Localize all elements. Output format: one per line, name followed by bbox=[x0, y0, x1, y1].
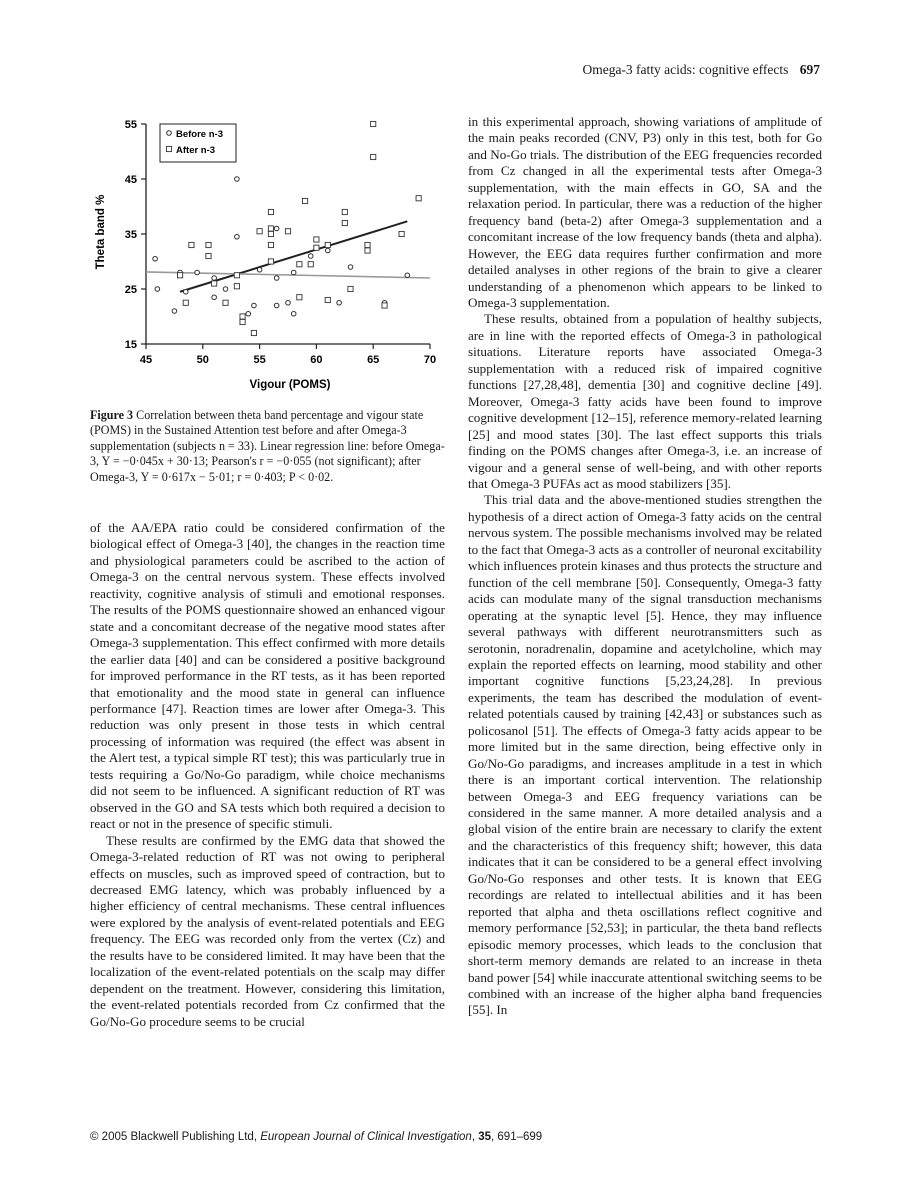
point-after bbox=[342, 220, 347, 225]
point-after bbox=[365, 242, 370, 247]
point-after bbox=[206, 253, 211, 258]
x-tick-label: 45 bbox=[139, 354, 153, 366]
figure-caption-text: Correlation between theta band percentage and vigour state (POMS) in the Sustained Attention test before and after Omega-3 supplementation (subjects n = 33). Linear regression line: before Omega-3, Y = −0·045x + 30·13; Pearson's r = −0·055 (not significant); after Omega-3, Y = 0·617x − 5·01; r = 0·403; P < 0·02. bbox=[90, 408, 445, 484]
figure-caption bbox=[90, 408, 445, 485]
y-axis-label: Theta band % bbox=[95, 194, 107, 270]
point-before bbox=[252, 303, 257, 308]
point-after bbox=[399, 231, 404, 236]
point-before bbox=[274, 226, 279, 231]
point-after bbox=[371, 154, 376, 159]
point-after bbox=[268, 209, 273, 214]
point-before bbox=[337, 300, 342, 305]
point-before bbox=[235, 177, 240, 182]
point-after bbox=[302, 198, 307, 203]
point-before bbox=[274, 303, 279, 308]
footer-pages: 691–699 bbox=[497, 1131, 543, 1143]
point-after bbox=[268, 226, 273, 231]
point-after bbox=[240, 319, 245, 324]
x-tick-label: 65 bbox=[367, 354, 380, 366]
point-after bbox=[183, 300, 188, 305]
point-before bbox=[212, 295, 217, 300]
point-before bbox=[223, 287, 228, 292]
point-after bbox=[308, 262, 313, 267]
point-before bbox=[183, 289, 188, 294]
legend-label: After n-3 bbox=[176, 145, 216, 156]
point-before bbox=[155, 287, 160, 292]
page-footer: © 2005 Blackwell Publishing Ltd, European Journal of Clinical Investigation, 35, 691–699 bbox=[90, 1131, 543, 1143]
footer-journal: European Journal of Clinical Investigation bbox=[260, 1131, 472, 1143]
footer-volume: 35 bbox=[478, 1131, 492, 1143]
point-before bbox=[235, 234, 240, 239]
legend-label: Before n-3 bbox=[176, 129, 223, 140]
paragraph: These results, obtained from a population of healthy subjects, are in line with the reported effects of Omega-3 in pathological situations. Literature reports have associated Omega-3 supplementation with a reduced risk of impaired cognitive functions [27,28,48], dementia [30] and cognitive decline [49]. Moreover, Omega-3 fatty acids have been found to improve cognitive development [12–15], reference memory-related learning [25] and mood states [30]. The last effect supports this trials finding on the POMS changes after Omega-3, i.e. an increase of vigour and a general sense of well-being, and with other reports that Omega-3 PUFAs act as mood stabilizers [35]. bbox=[468, 311, 822, 491]
legend-marker bbox=[167, 131, 172, 136]
footer-copyright: © 2005 Blackwell Publishing Ltd, bbox=[90, 1131, 258, 1143]
point-after bbox=[382, 303, 387, 308]
point-after bbox=[251, 330, 256, 335]
point-before bbox=[153, 256, 158, 261]
point-after bbox=[177, 273, 182, 278]
point-after bbox=[416, 196, 421, 201]
point-before bbox=[274, 276, 279, 281]
point-before bbox=[212, 276, 217, 281]
point-after bbox=[257, 229, 262, 234]
paragraph: of the AA/EPA ratio could be considered confirmation of the biological effect of Omega-3 [40], the changes in the reaction time and physiological parameters could be ascribed to the action of Omega-3 on the central nervous system. These effects involved reactivity, cognitive analysis of stimuli and emotional responses. The results of the POMS questionnaire showed an enhanced vigour state and a concomitant decrease of the negative mood states after Omega-3 supplementation. This effect confirmed with more details the earlier data [40] and can be considered a positive background for improved performance in the RT tests, as it has been reported that emotionality and the mood state in general can influence performance [47]. Reaction times are lower after Omega-3. This reduction was only present in those tests in which central processing of information was required (the effect was absent in the Alert test, a typical simple RT test); this was particularly true in tests requiring a Go/No-Go paradigm, while choice mechanisms did not seem to be influenced. A significant reduction of RT was observed in the GO and SA tests which both required a decision to react or not in the presence of specific stimuli. bbox=[90, 520, 445, 832]
point-before bbox=[348, 265, 353, 270]
paragraph: This trial data and the above-mentioned studies strengthen the hypothesis of a direct action of Omega-3 fatty acids on the central nervous system. The possible mechanisms involved may be related to the fact that Omega-3 acts as a controller of neuronal excitability which influences protein kinases and thus protects the structure and function of the cell membrane [50]. Consequently, Omega-3 fatty acids can modulate many of the signal transduction mechanisms operating at the synaptic level [5]. Hence, they may influence several pathways with different neurotransmitters such as serotonin, noradrenalin, dopamine and acetylcholine, which may explain the reported effects on learning, mood stability and other important cognitive functions [5,23,24,28]. In previous experiments, the team has described the modulation of event-related potentials caused by training [42,43] or substances such as policosanol [51]. The effects of Omega-3 fatty acids appear to be more limited but in the same direction, being effective only in Go/No-Go paradigms, and increases amplitude in a test in which there is an important cortical intervention. The relationship between Omega-3 and EEG frequency variations can be considered in the same manner. A more detailed analysis and a global vision of the entire brain are necessary to clarify the extent and the characteristics of this frequency shift; however, this data indicates that it can be considered to be a general effect involving Go/No-Go responses and other tests. It is known that EEG recordings are related to intellectual abilities and it has been reported that alpha and theta oscillations reflect cognitive and memory performance [52,53]; in particular, the theta band reflects episodic memory processes, which leads to the conclusion that short-term memory demands are related to an increase in theta band power [54] while inaccurate attentional switching seems to be combined with an increase of the higher alpha band frequencies [55]. In bbox=[468, 492, 822, 1018]
point-after bbox=[234, 273, 239, 278]
paragraph: These results are confirmed by the EMG data that showed the Omega-3-related reduction of RT was not owing to peripheral effects on muscles, such as improved speed of contraction, but to decreased EMG latency, which was probably influenced by a higher efficiency of central mechanisms. These central influences were explored by the analysis of event-related potentials and EEG frequency. The EEG was recorded only from the vertex (Cz) and the results have to be considered limited. It may have been that the localization of the event-related potentials on the scalp may differ dependent on the treatment. However, considering this limitation, the event-related potentials recorded from Cz confirmed that the Go/No-Go procedure seems to be crucial bbox=[90, 832, 445, 1029]
x-tick-label: 70 bbox=[423, 354, 437, 366]
paragraph: in this experimental approach, showing variations of amplitude of the main peaks recorded (CNV, P3) only in this test, both for Go and No-Go trials. The distribution of the EEG frequencies recorded from Cz changed in all the experimental tests after Omega-3 supplementation, with the main effects in GO, SA and the relaxation period. In particular, there was a reduction of the higher frequency band (beta-2) after Omega-3 supplementation and a concomitant increase of the low frequency bands (theta and alpha). However, the EEG data requires further confirmation and more detailed analyses in other regions of the brain to give a clearer understanding of a phenomenon which appears to be linked to Omega-3 supplementation. bbox=[468, 114, 822, 310]
point-before bbox=[172, 309, 177, 314]
figure-label: Figure 3 bbox=[90, 408, 134, 422]
point-after bbox=[314, 245, 319, 250]
point-after bbox=[285, 229, 290, 234]
point-after bbox=[325, 242, 330, 247]
x-tick-label: 50 bbox=[196, 354, 209, 366]
point-before bbox=[308, 254, 313, 259]
point-after bbox=[268, 259, 273, 264]
point-before bbox=[291, 270, 296, 275]
y-tick-label: 55 bbox=[124, 119, 137, 131]
point-after bbox=[212, 281, 217, 286]
point-before bbox=[257, 267, 262, 272]
point-after bbox=[189, 242, 194, 247]
point-after bbox=[342, 209, 347, 214]
point-after bbox=[206, 242, 211, 247]
point-after bbox=[297, 262, 302, 267]
y-tick-label: 15 bbox=[124, 339, 137, 351]
x-tick-label: 60 bbox=[310, 354, 323, 366]
point-after bbox=[314, 237, 319, 242]
x-axis-label: Vigour (POMS) bbox=[249, 379, 331, 391]
point-after bbox=[371, 121, 376, 126]
point-before bbox=[195, 270, 200, 275]
y-tick-label: 35 bbox=[124, 229, 137, 241]
legend-marker bbox=[166, 146, 171, 151]
right-column bbox=[468, 114, 822, 1019]
point-after bbox=[268, 242, 273, 247]
running-header bbox=[470, 62, 820, 78]
y-tick-label: 45 bbox=[124, 174, 137, 186]
scatter-chart bbox=[90, 112, 445, 404]
y-tick-label: 25 bbox=[124, 284, 137, 296]
point-before bbox=[286, 300, 291, 305]
regression-line bbox=[146, 272, 430, 278]
page-number: 697 bbox=[799, 62, 820, 77]
running-title: Omega-3 fatty acids: cognitive effects bbox=[582, 62, 789, 77]
point-before bbox=[246, 311, 251, 316]
point-after bbox=[365, 248, 370, 253]
point-before bbox=[291, 311, 296, 316]
point-after bbox=[268, 231, 273, 236]
point-before bbox=[405, 273, 410, 278]
point-after bbox=[297, 295, 302, 300]
chart-legend bbox=[160, 124, 236, 162]
left-column bbox=[90, 520, 445, 1030]
point-after bbox=[223, 300, 228, 305]
point-before bbox=[325, 248, 330, 253]
point-after bbox=[325, 297, 330, 302]
point-after bbox=[234, 284, 239, 289]
point-after bbox=[348, 286, 353, 291]
x-tick-label: 55 bbox=[253, 354, 266, 366]
point-after bbox=[240, 314, 245, 319]
